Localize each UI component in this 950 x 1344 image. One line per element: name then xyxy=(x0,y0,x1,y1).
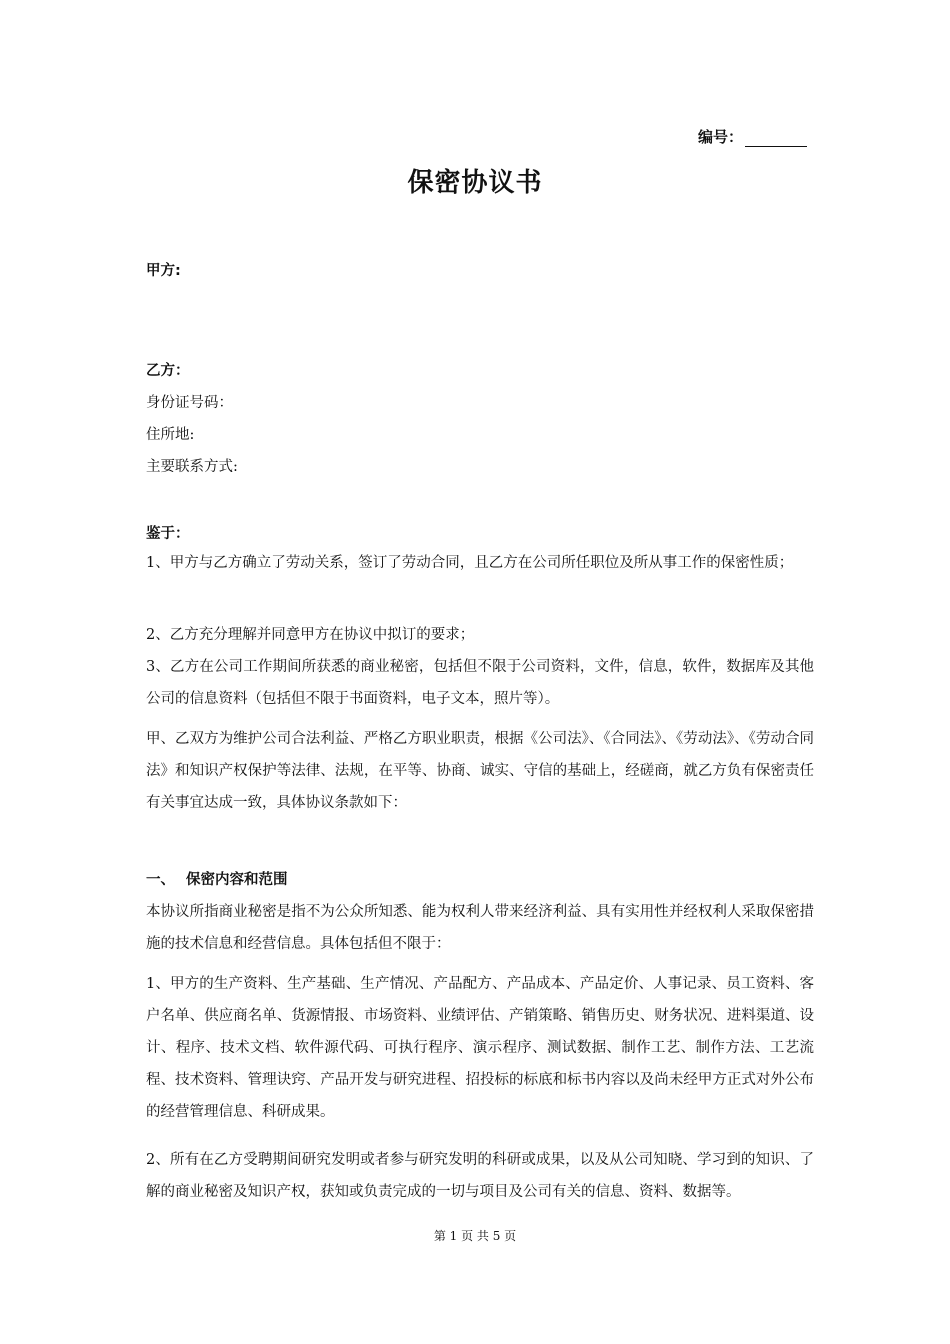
address-label: 住所地: xyxy=(146,427,195,443)
whereas-item-3: 3、乙方在公司工作期间所获悉的商业秘密，包括但不限于公司资料，文件，信息，软件，数据库及其他公司的信息资料（包括但不限于书面资料，电子文本，照片等）。 xyxy=(146,659,814,707)
section-1-item-1: 1、甲方的生产资料、生产基础、生产情况、产品配方、产品成本、产品定价、人事记录、员工资料、客户名单、供应商名单、货源情报、市场资料、业绩评估、产销策略、销售历史、财务状况、进料渠道、设计、程序、技术文档、软件源代码、可执行程序、演示程序、测试数据、制作工艺、制作方法、工艺流程、技术资料、管理诀窍、产品开发与研究进程、招投标的标底和标书内容以及尚未经甲方正式对外公布的经营管理信息、科研成果。 xyxy=(146,976,814,1120)
section-1-heading xyxy=(146,868,288,889)
contact-label: 主要联系方式: xyxy=(146,459,238,475)
whereas-label: 鉴于： xyxy=(146,526,190,542)
document-number-label: 编号： xyxy=(697,128,743,146)
whereas-item-2: 2、乙方充分理解并同意甲方在协议中拟订的要求； xyxy=(146,627,475,643)
document-number xyxy=(698,126,807,147)
section-1-item-2: 2、所有在乙方受聘期间研究发明或者参与研究发明的科研或成果，以及从公司知晓、学习到的知识、了解的商业秘密及知识产权，获知或负责完成的一切与项目及公司有关的信息、资料、数据等。 xyxy=(146,1152,814,1200)
id-number-label: 身份证号码： xyxy=(146,395,233,411)
whereas-statement: 甲、乙双方为维护公司合法利益、严格乙方职业职责，根据《公司法》、《合同法》、《劳动法》、《劳动合同法》和知识产权保护等法律、法规，在平等、协商、诚实、守信的基础上，经磋商，就乙方负有保密责任有关事宜达成一致，具体协议条款如下： xyxy=(146,731,814,811)
party-b-label: 乙方： xyxy=(146,363,190,379)
section-1-title: 保密内容和范围 xyxy=(186,872,288,888)
section-1-intro: 本协议所指商业秘密是指不为公众所知悉、能为权利人带来经济利益、具有实用性并经权利人采取保密措施的技术信息和经营信息。具体包括但不限于： xyxy=(146,904,814,952)
whereas-item-1: 1、甲方与乙方确立了劳动关系，签订了劳动合同，且乙方在公司所任职位及所从事工作的保密性质； xyxy=(146,555,794,571)
page-title: 保密协议书 xyxy=(407,168,543,198)
party-a-label: 甲方: xyxy=(146,263,181,279)
page-footer: 第 1 页 共 5 页 xyxy=(433,1229,517,1243)
section-1-number: 一、 xyxy=(146,872,175,888)
document-number-blank xyxy=(745,131,807,147)
